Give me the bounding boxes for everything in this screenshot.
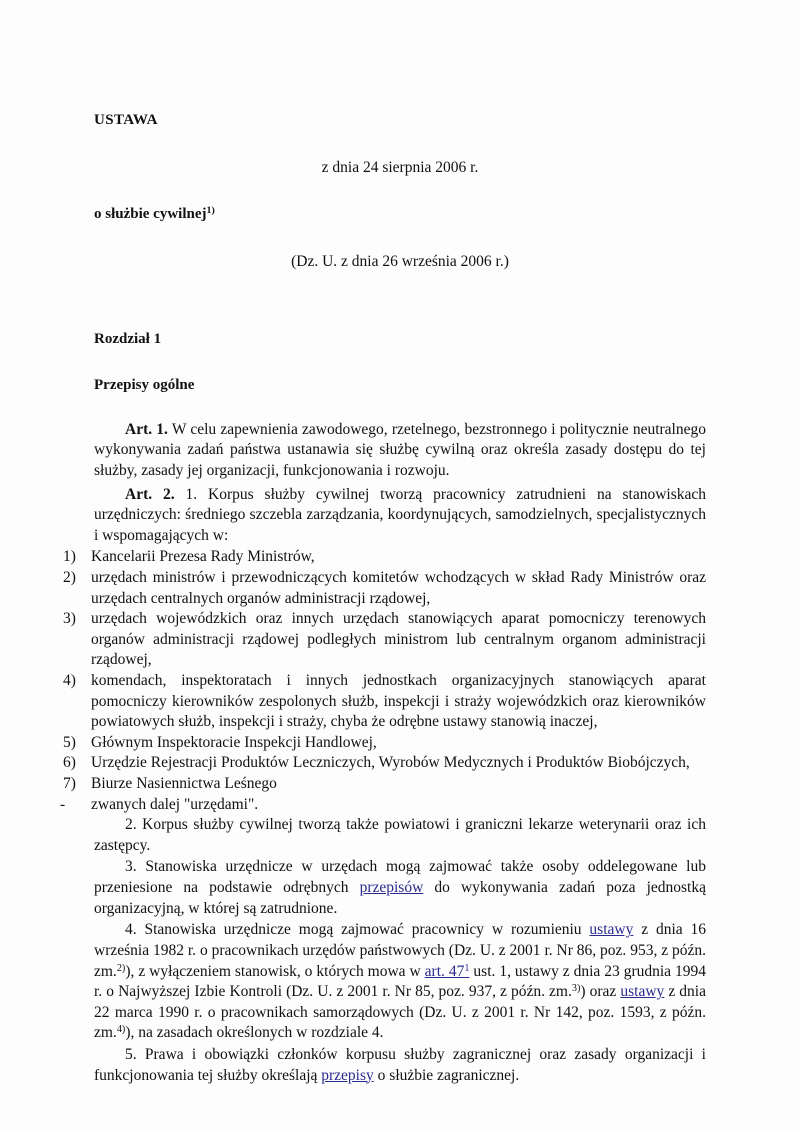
paragraph-4-text-e: ) oraz <box>580 983 621 1001</box>
link-art-47-label: art. 47 <box>424 962 465 980</box>
link-ustawy-1990[interactable]: ustawy <box>620 983 665 1001</box>
chapter-subheading: Przepisy ogólne <box>94 376 195 393</box>
paragraph-5-text-a: 5. Prawa i obowiązki członków korpusu służby zagranicznej oraz zasady organizacji i funkcjonowania tej służby określają <box>94 1045 706 1084</box>
list-item-text: Kancelarii Prezesa Rady Ministrów, <box>91 548 315 566</box>
paragraph-3-text-a: 3. Stanowiska urzędnicze w urzędach mogą zajmować także osoby oddelegowane lub przeniesione na podstawie odrębnych <box>94 858 706 897</box>
footnote-marker-3: 3) <box>571 983 581 995</box>
paragraph-5-text-b: o służbie zagranicznej. <box>373 1066 520 1084</box>
chapter-heading: Rozdział 1 <box>94 330 162 347</box>
list-item-text: komendach, inspektoratach i innych jednostkach organizacyjnych stanowiących aparat pomocniczy kierowników zespolonych służb, inspekcji i straży wojewódzkich oraz kierowników powiatowych służb, inspekcji i straży, chyba że odrębne ustawy stanowią inaczej, <box>91 672 706 731</box>
paragraph-4-text-d: ust. 1, ustawy z dnia 23 grudnia 1994 r. o Najwyższej Izbie Kontroli (Dz. U. z 2001 r. Nr 85, poz. 937, z późn. zm. <box>94 962 706 1001</box>
article-1-text: W celu zapewnienia zawodowego, rzetelnego, bezstronnego i politycznie neutralnego wykonywania zadań państwa ustanawia się służbę cywilną oraz określa zasady dostępu do tej służby, zasady jej organizacji, funkcjonowania i rozwoju. <box>94 420 706 479</box>
list-item-text: urzędach ministrów i przewodniczących komitetów wchodzących w skład Rady Ministrów oraz urzędach centralnych organów administracji rządowej, <box>91 568 706 607</box>
paragraph-3-text-b: do wykonywania zadań poza jednostką organizacyjną, w której są zatrudnione. <box>94 879 706 917</box>
link-ustawy-1982[interactable]: ustawy <box>589 921 634 939</box>
link-przepisow[interactable]: przepisów <box>359 879 424 897</box>
list-marker: 6) <box>63 754 76 772</box>
paragraph-4-text-c: ), z wyłączeniem stanowisk, o których mowa w <box>125 962 425 980</box>
list-item <box>63 547 706 568</box>
list-marker: 5) <box>63 733 76 751</box>
list-item-dash <box>60 795 706 816</box>
list-item-text: Głównym Inspektoracie Inspekcji Handlowej, <box>91 733 377 751</box>
page-title: USTAWA <box>94 112 158 128</box>
document-body <box>60 112 706 1087</box>
article-2-paragraph-3 <box>94 857 706 919</box>
article-1-paragraph <box>94 420 706 482</box>
list-marker: 1) <box>63 548 76 566</box>
article-2-label: Art. 2. <box>125 485 175 503</box>
link-art-47-1[interactable] <box>425 963 470 980</box>
paragraph-4-text-g: ), na zasadach określonych w rozdziale 4. <box>125 1024 384 1042</box>
list-item <box>63 568 706 609</box>
gazette-reference: (Dz. U. z dnia 26 września 2006 r.) <box>291 253 509 271</box>
link-przepisy-zagraniczna[interactable]: przepisy <box>321 1066 374 1084</box>
list-item <box>63 671 706 733</box>
list-item-text: Biurze Nasiennictwa Leśnego <box>91 775 277 793</box>
article-2-list <box>60 547 706 815</box>
list-item <box>63 733 706 754</box>
list-item <box>63 753 706 774</box>
list-marker: 4) <box>63 672 76 689</box>
article-1-label: Art. 1. <box>125 420 168 438</box>
paragraph-4-text-b: z dnia 16 września 1982 r. o pracownikach urzędów państwowych (Dz. U. z 2001 r. Nr 86, poz. 953, z późn. zm. <box>94 921 706 980</box>
subtitle-footnote-marker: 1) <box>206 205 215 217</box>
document-subtitle-text: o służbie cywilnej <box>94 206 207 223</box>
article-2-paragraph-5 <box>94 1045 706 1086</box>
list-marker: 2) <box>63 568 76 586</box>
list-item-text: zwanych dalej "urzędami". <box>91 795 259 813</box>
enactment-date: z dnia 24 sierpnia 2006 r. <box>321 158 479 176</box>
list-marker: 7) <box>63 775 76 793</box>
article-2-paragraph-4 <box>94 920 706 1044</box>
article-2-intro-text: 1. Korpus służby cywilnej tworzą pracownicy zatrudnieni na stanowiskach urzędniczych: średniego szczebla zarządzania, koordynujących, samodzielnych, specjalistycznych i wspomagających w: <box>94 485 706 544</box>
list-item-text: Urzędzie Rejestracji Produktów Leczniczych, Wyrobów Medycznych i Produktów Biobójczych, <box>91 754 690 772</box>
document-subtitle <box>94 205 706 223</box>
paragraph-4-text-a: 4. Stanowiska urzędnicze mogą zajmować pracownicy w rozumieniu <box>125 921 590 939</box>
paragraph-4-text-f: z dnia 22 marca 1990 r. o pracownikach samorządowych (Dz. U. z 2001 r. Nr 142, poz. 1593, z późn. zm. <box>94 983 706 1042</box>
list-item <box>63 609 706 671</box>
article-2-paragraph-2: 2. Korpus służby cywilnej tworzą także powiatowi i graniczni lekarze weterynarii oraz ich zastępcy. <box>94 816 706 854</box>
list-item-text: urzędach wojewódzkich oraz innych urzędach stanowiących aparat pomocniczy terenowych organów administracji rządowej podległych ministrom lub centralnym organom administracji rządowej, <box>91 610 706 669</box>
footnote-marker-4: 4) <box>116 1024 126 1036</box>
article-2-intro <box>94 485 706 547</box>
link-art-47-superscript: 1 <box>464 962 470 974</box>
list-marker: 3) <box>63 610 76 628</box>
list-marker-dash: - <box>60 795 66 813</box>
footnote-marker-2: 2) <box>116 962 126 974</box>
list-item <box>63 774 706 795</box>
